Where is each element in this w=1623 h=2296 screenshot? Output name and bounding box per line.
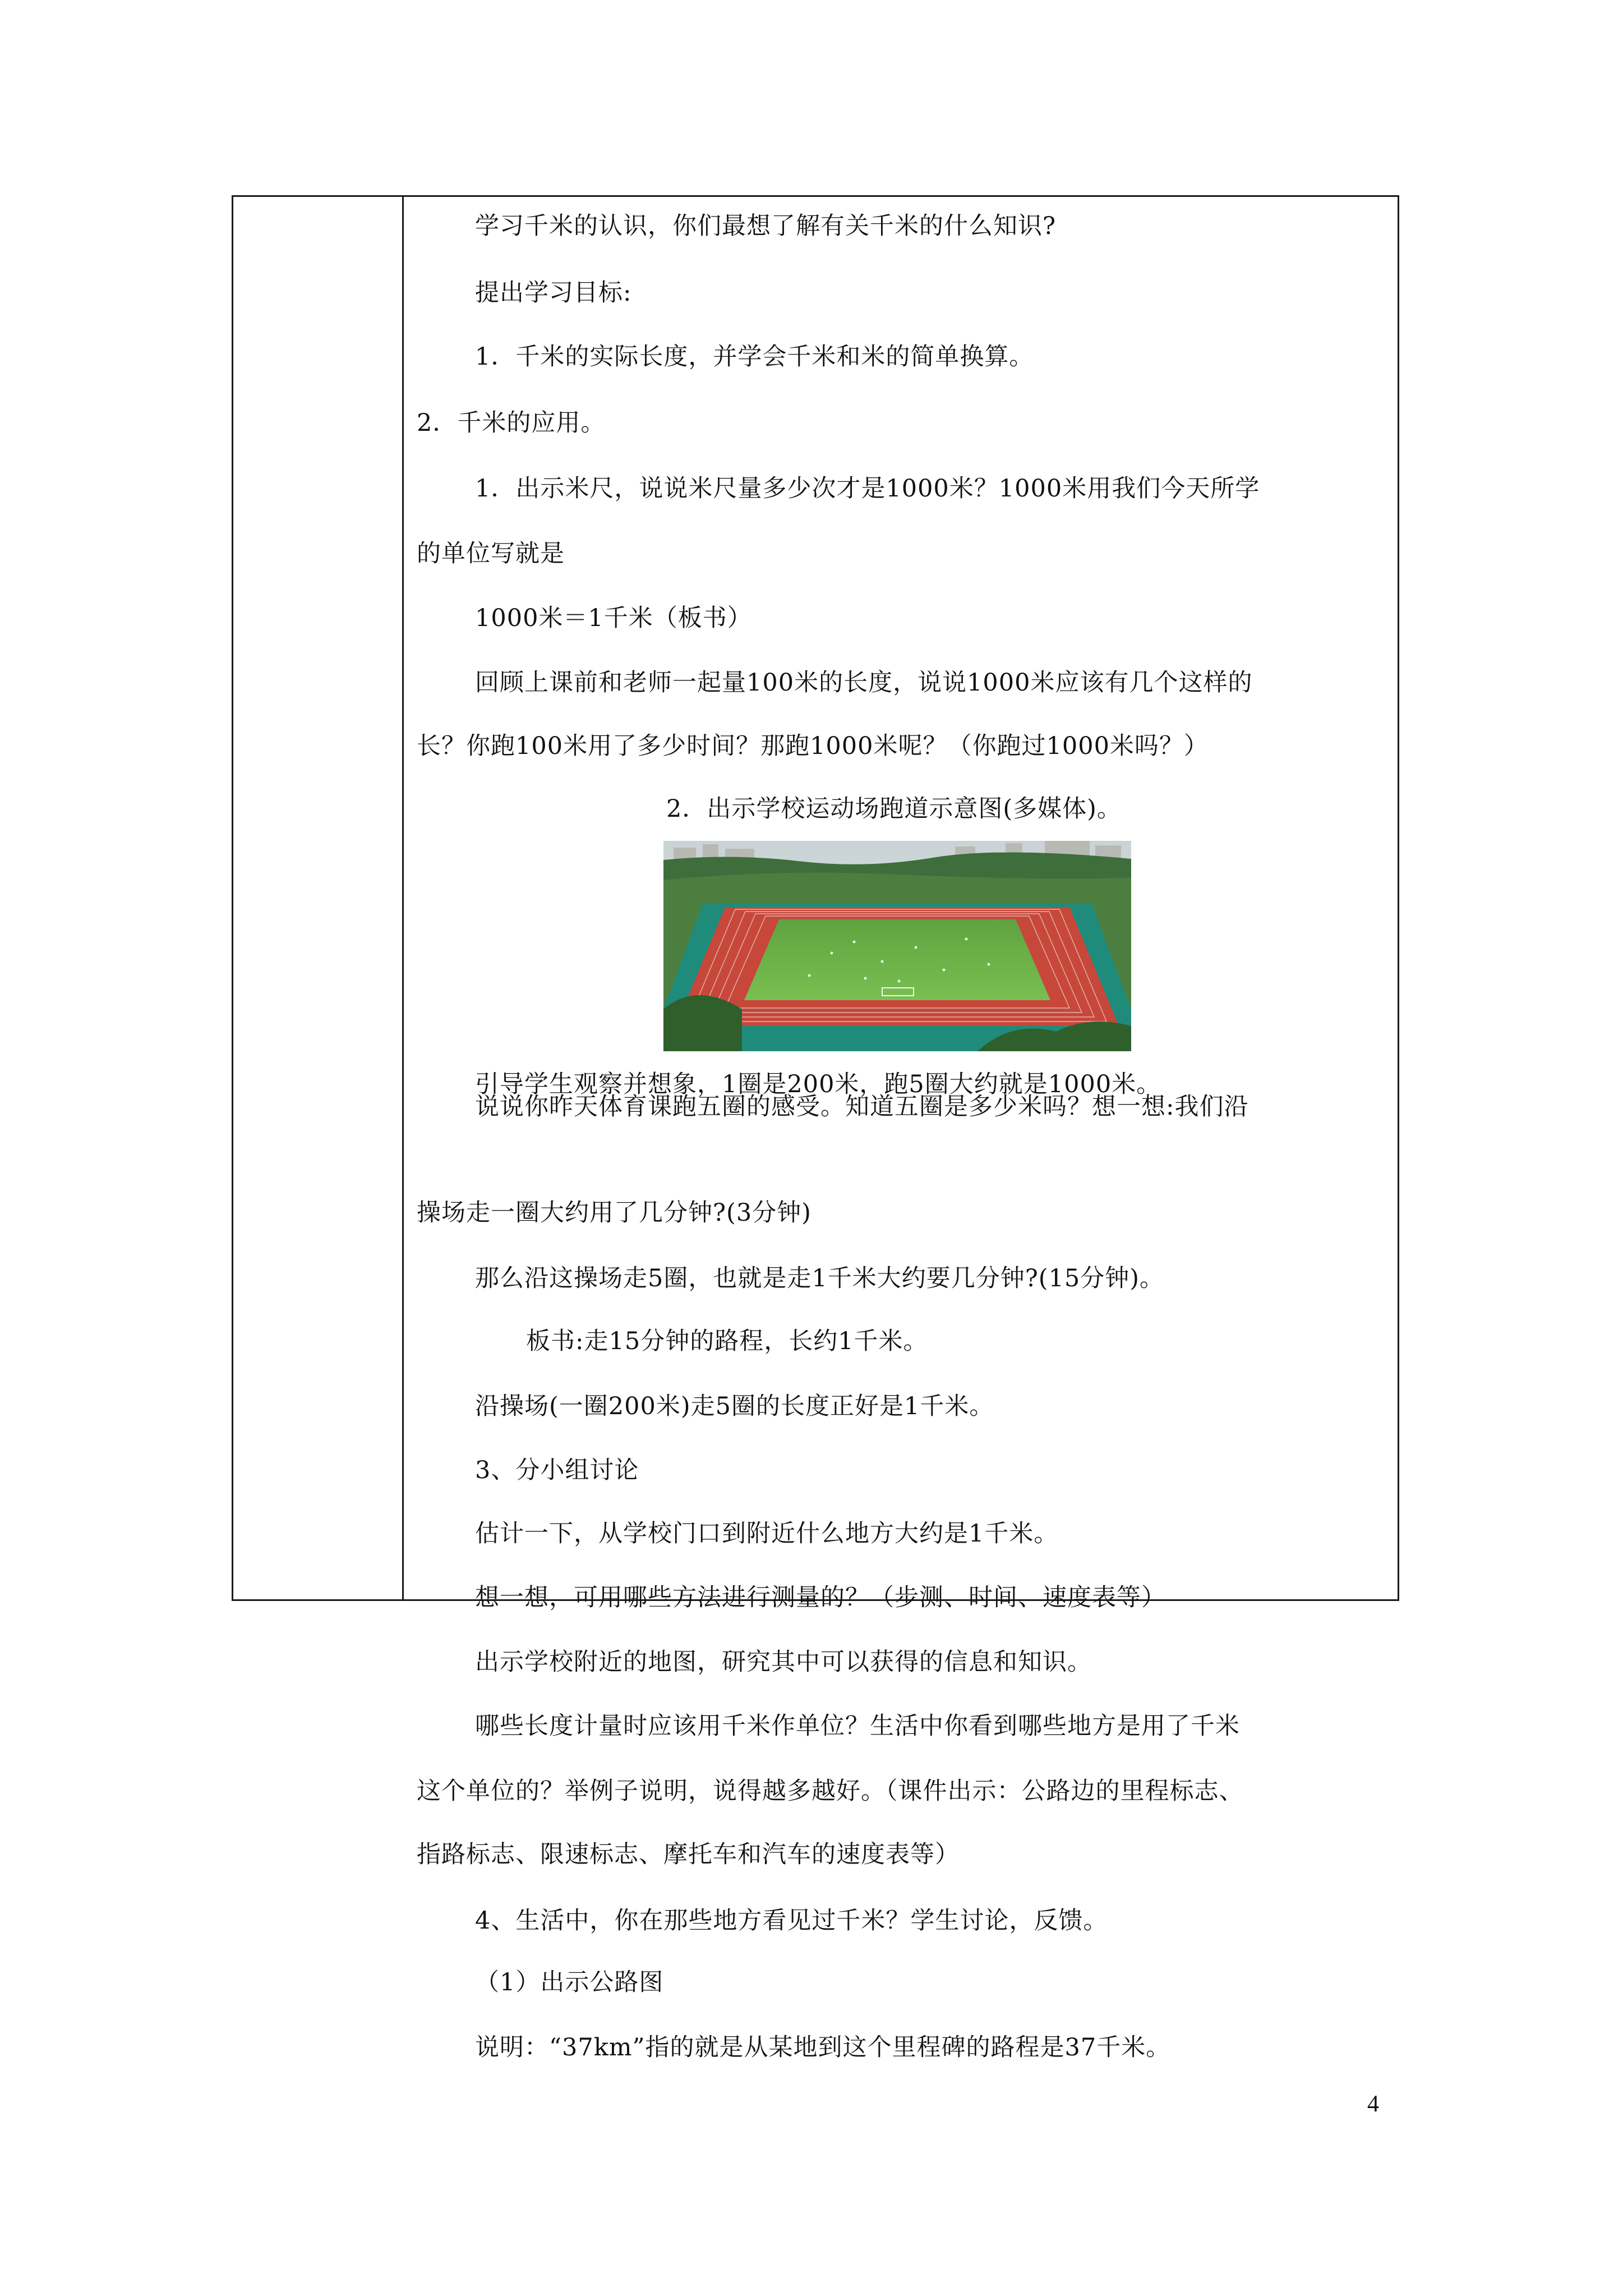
text-line: 提出学习目标: [475,279,632,307]
stadium-track-photo [663,841,1131,1051]
text-line: 说说你昨天体育课跑五圈的感受。知道五圈是多少米吗？想一想:我们沿 [475,1093,1249,1121]
text-line: 想一想，可用哪些方法进行测量的？（步测、时间、速度表等） [475,1584,1166,1612]
text-line: 操场走一圈大约用了几分钟?(3分钟) [417,1199,811,1227]
text-line: 估计一下，从学校门口到附近什么地方大约是1千米。 [475,1520,1059,1548]
table-column-divider [402,195,404,1601]
page-number: 4 [1367,2091,1379,2117]
text-line: 的单位写就是 [417,540,565,568]
text-line: 2．千米的应用。 [417,409,606,437]
text-line: 说明：“37km”指的就是从某地到这个里程碑的路程是37千米。 [475,2033,1171,2062]
text-line: 2．出示学校运动场跑道示意图(多媒体)。 [666,795,1122,823]
text-line: 1．千米的实际长度，并学会千米和米的简单换算。 [475,343,1034,371]
text-line: 1．出示米尺，说说米尺量多少次才是1000米？1000米用我们今天所学 [475,475,1260,503]
text-line: 沿操场(一圈200米)走5圈的长度正好是1千米。 [475,1392,994,1420]
text-line: 这个单位的？举例子说明，说得越多越好。（课件出示：公路边的里程标志、 [417,1777,1244,1805]
text-line: 长？你跑100米用了多少时间？那跑1000米呢？（你跑过1000米吗？） [417,732,1209,760]
text-line: 出示学校附近的地图，研究其中可以获得的信息和知识。 [475,1648,1092,1676]
text-line: 哪些长度计量时应该用千米作单位？生活中你看到哪些地方是用了千米 [475,1712,1240,1740]
text-line: （1）出示公路图 [475,1968,664,1996]
text-line: 学习千米的认识，你们最想了解有关千米的什么知识? [475,212,1057,240]
text-line: 4、生活中，你在那些地方看见过千米？学生讨论，反馈。 [475,1907,1108,1935]
text-line: 3、分小组讨论 [475,1456,639,1484]
text-line: 板书:走15分钟的路程，长约1千米。 [526,1327,928,1355]
text-line: 那么沿这操场走5圈，也就是走1千米大约要几分钟?(15分钟)。 [475,1264,1165,1292]
text-line: 回顾上课前和老师一起量100米的长度，说说1000米应该有几个这样的 [475,669,1253,697]
text-line: 引导学生观察并想象，1圈是200米，跑5圈大约就是1000米。 [475,1070,1161,1098]
text-line: 指路标志、限速标志、摩托车和汽车的速度表等） [417,1841,960,1869]
text-line: 1000米＝1千米（板书） [475,604,752,632]
